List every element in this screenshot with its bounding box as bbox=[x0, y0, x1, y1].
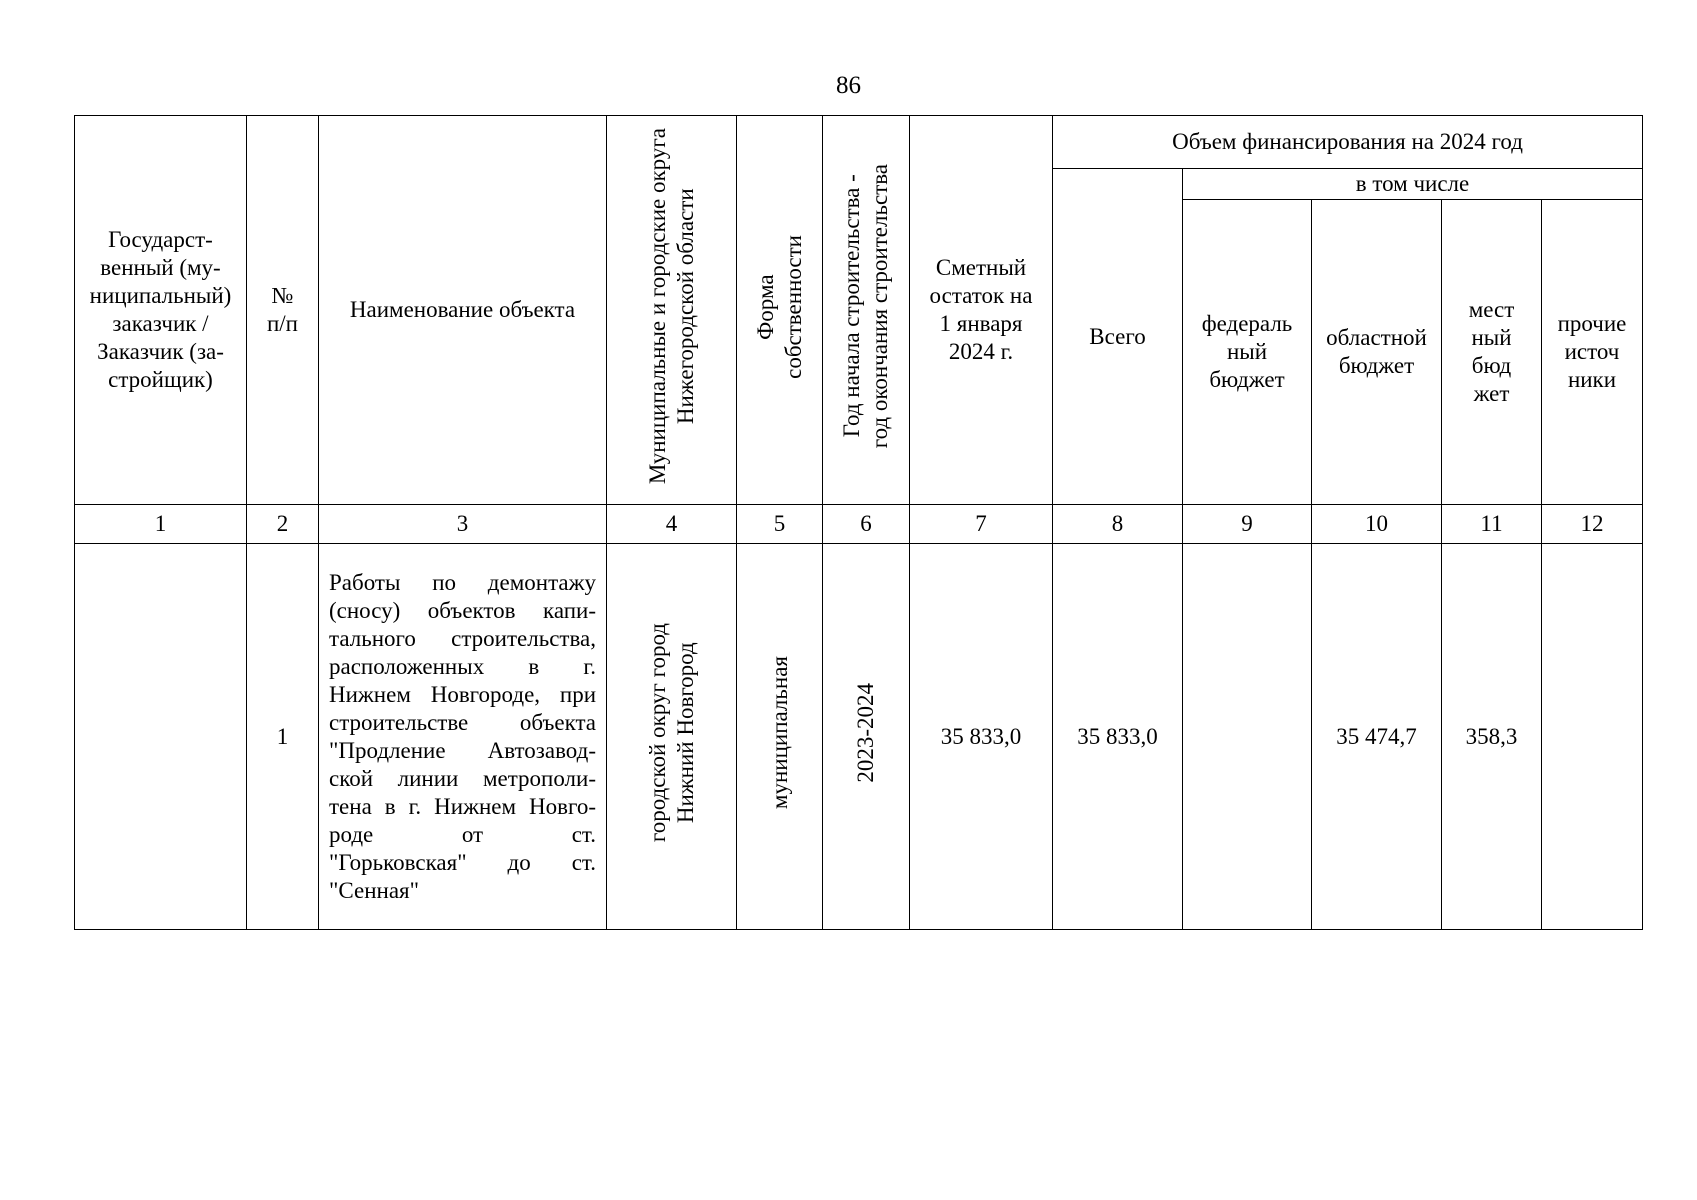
header-including: в том числе bbox=[1183, 169, 1643, 200]
cell-ownership: муниципальная bbox=[737, 544, 823, 930]
table-row bbox=[75, 544, 1643, 930]
cell-customer bbox=[75, 544, 247, 930]
cell-federal bbox=[1183, 544, 1312, 930]
column-number: 6 bbox=[823, 505, 910, 544]
header-object-name: Наименование объекта bbox=[319, 116, 607, 505]
header-local: мест ный бюд жет bbox=[1442, 200, 1542, 505]
header-row-1 bbox=[75, 116, 1643, 169]
column-number: 1 bbox=[75, 505, 247, 544]
header-customer-text: Государст- венный (му- ниципальный) заказчик / Заказчик (за- стройщик) bbox=[89, 227, 232, 392]
header-estimated-balance: Сметный остаток на 1 января 2024 г. bbox=[910, 116, 1053, 505]
column-number: 4 bbox=[607, 505, 737, 544]
header-ownership: Форма собственности bbox=[737, 116, 823, 505]
header-total: Всего bbox=[1053, 169, 1183, 505]
column-number: 11 bbox=[1442, 505, 1542, 544]
column-number-row bbox=[75, 505, 1643, 544]
column-number: 9 bbox=[1183, 505, 1312, 544]
cell-object-name: Работы по демонтажу (сносу) объектов капи- тального строительства, расположенных в г. Нижнем Новгороде, при строительстве объекта "Продление Автозавод- ской линии метрополи- тена в г. Нижнем Новго- роде от ст. "Горьковская" до ст. "Сенная" bbox=[319, 544, 607, 930]
header-number: № п/п bbox=[247, 116, 319, 505]
header-years: Год начала строительства - год окончания строительства bbox=[823, 116, 910, 505]
cell-total: 35 833,0 bbox=[1053, 544, 1183, 930]
header-federal: федераль ный бюджет bbox=[1183, 200, 1312, 505]
header-customer bbox=[75, 116, 247, 505]
header-other: прочие источ ники bbox=[1542, 200, 1643, 505]
cell-number: 1 bbox=[247, 544, 319, 930]
cell-district: городской округ город Нижний Новгород bbox=[607, 544, 737, 930]
column-number: 3 bbox=[319, 505, 607, 544]
cell-local: 358,3 bbox=[1442, 544, 1542, 930]
column-number: 8 bbox=[1053, 505, 1183, 544]
column-number: 10 bbox=[1312, 505, 1442, 544]
column-number: 5 bbox=[737, 505, 823, 544]
cell-other bbox=[1542, 544, 1643, 930]
cell-regional: 35 474,7 bbox=[1312, 544, 1442, 930]
header-district: Муниципальные и городские округа Нижегородской области bbox=[607, 116, 737, 505]
column-number: 12 bbox=[1542, 505, 1643, 544]
financing-table bbox=[74, 115, 1643, 930]
header-regional: областной бюджет bbox=[1312, 200, 1442, 505]
column-number: 7 bbox=[910, 505, 1053, 544]
cell-years: 2023-2024 bbox=[823, 544, 910, 930]
header-financing-title: Объем финансирования на 2024 год bbox=[1053, 116, 1643, 169]
cell-balance: 35 833,0 bbox=[910, 544, 1053, 930]
page-number: 86 bbox=[836, 72, 861, 99]
column-number: 2 bbox=[247, 505, 319, 544]
